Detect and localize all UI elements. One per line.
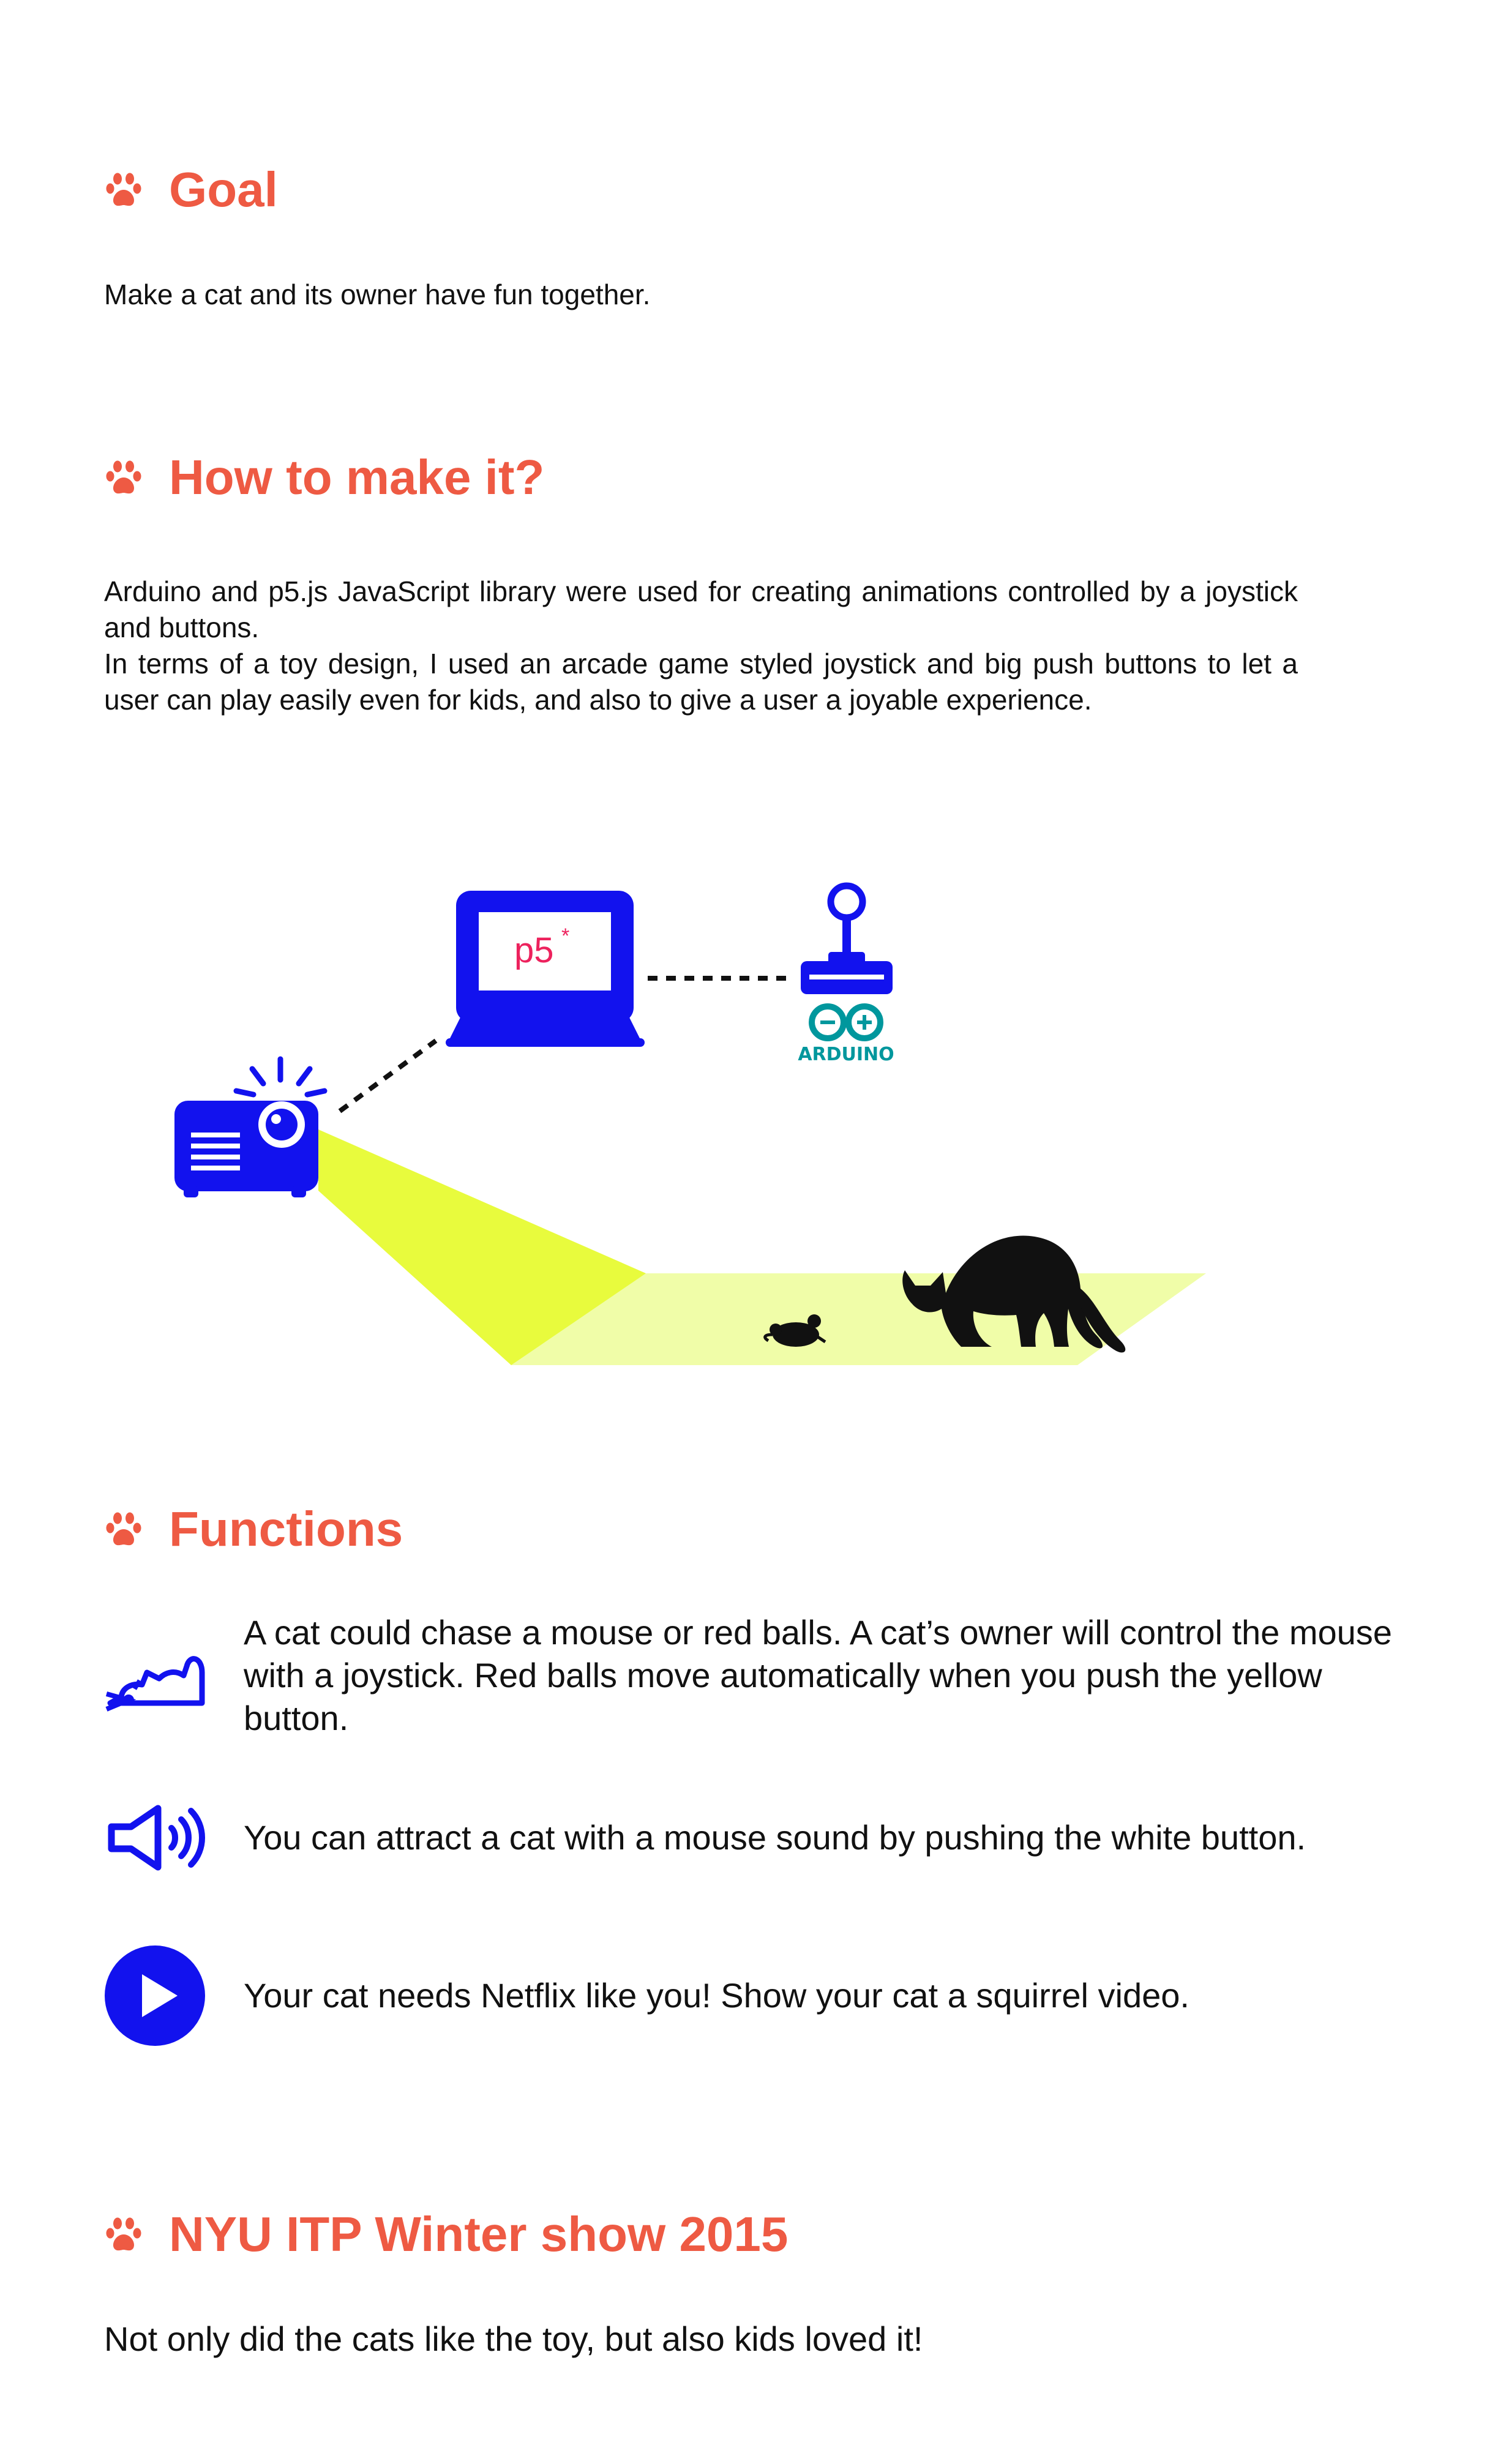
goal-heading [104, 162, 1390, 217]
cat-chase-icon [104, 1639, 208, 1712]
function-text: Your cat needs Netflix like you! Show your cat a squirrel video. [244, 1976, 1189, 2015]
how-section [104, 450, 1390, 504]
how-paragraph-1: Arduino and p5.js JavaScript library were used for creating animations controlled by a joystick and buttons. [104, 575, 1298, 643]
goal-section [104, 162, 1390, 217]
setup-diagram [0, 857, 1506, 1396]
how-title: How to make it? [169, 450, 545, 504]
paw-icon [104, 458, 143, 497]
play-icon [104, 1944, 208, 2048]
projector-laptop-cable [340, 1041, 436, 1111]
joystick-icon [801, 886, 893, 994]
speaker-icon [104, 1801, 208, 1874]
functions-title: Functions [169, 1502, 403, 1556]
show-title: NYU ITP Winter show 2015 [169, 2207, 789, 2261]
how-text [104, 574, 1298, 718]
arduino-label: ARDUINO [798, 1044, 894, 1065]
arduino-logo-icon [798, 1006, 894, 1065]
show-text: Not only did the cats like the toy, but also kids loved it! [104, 2320, 923, 2358]
function-text: A cat could chase a mouse or red balls. A cat’s owner will control the mouse with a joystick. Red balls move automatically when you push the yellow button. [244, 1613, 1392, 1737]
show-heading [104, 2207, 1390, 2261]
p5-logo-asterisk: * [561, 924, 570, 948]
functions-section [104, 1502, 1390, 1556]
paw-icon [104, 2215, 143, 2254]
goal-title: Goal [169, 162, 278, 217]
functions-heading [104, 1502, 1390, 1556]
goal-text: Make a cat and its owner have fun together. [104, 279, 651, 310]
function-item [104, 1801, 1408, 1874]
function-item [104, 1944, 1408, 2048]
paw-icon [104, 170, 143, 209]
laptop-icon [446, 891, 645, 1047]
projector-icon [174, 1059, 324, 1197]
show-section [104, 2207, 1390, 2261]
how-heading [104, 450, 1390, 504]
p5-logo-text: p5 [514, 931, 554, 970]
paw-icon [104, 1510, 143, 1549]
function-text: You can attract a cat with a mouse sound by pushing the white button. [244, 1818, 1306, 1857]
how-paragraph-2: In terms of a toy design, I used an arcade game styled joystick and big push buttons to let a user can play easily even for kids, and also to give a user a joyable experience. [104, 648, 1298, 716]
function-item [104, 1611, 1408, 1740]
